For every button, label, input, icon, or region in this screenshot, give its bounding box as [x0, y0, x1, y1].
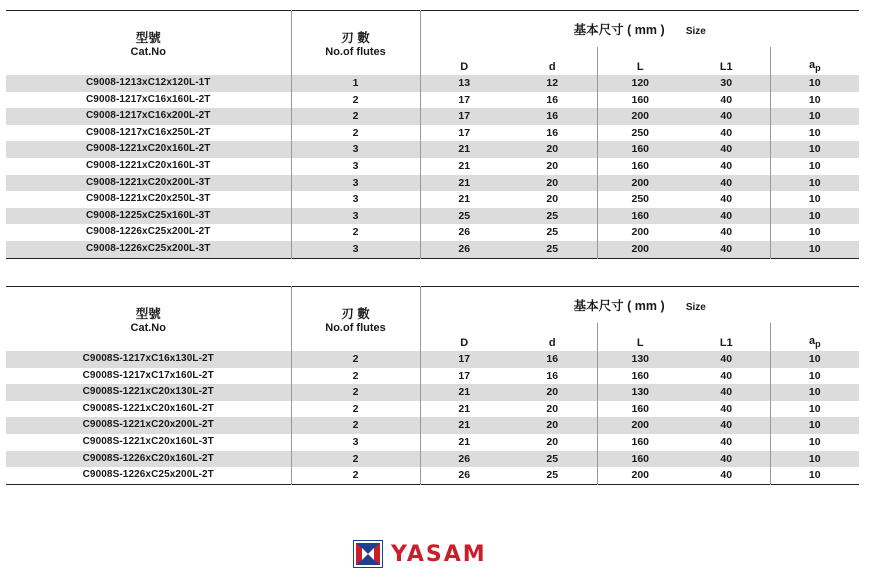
- cell-d: 21: [420, 417, 508, 434]
- model-en-label: Cat.No: [130, 46, 166, 58]
- cell-cat: C9008-1226xC25x200L-2T: [85, 226, 211, 238]
- cell-cat: C9008S-1217xC17x160L-2T: [82, 369, 214, 381]
- cell-flutes: 2: [291, 451, 420, 468]
- cell-ap: 10: [770, 451, 859, 468]
- table-header-row: [6, 287, 859, 324]
- table-row: [6, 384, 859, 401]
- col-ap-sub: p: [815, 63, 821, 73]
- col-L-label: L: [597, 323, 683, 351]
- cell-d: 17: [420, 125, 508, 142]
- cell-ap: 10: [770, 224, 859, 241]
- col-L1-label: L1: [719, 61, 733, 73]
- table-row: [6, 191, 859, 208]
- col-D-label: D: [420, 47, 508, 75]
- cell-l: 250: [597, 191, 683, 208]
- cell-l1: 40: [720, 369, 733, 382]
- col-ap-label: [770, 47, 859, 75]
- cell-flutes: 3: [291, 158, 420, 175]
- cell-l1: 40: [720, 93, 733, 106]
- cell-cat: C9008-1213xC12x120L-1T: [6, 75, 291, 92]
- cell-ap: 10: [770, 158, 859, 175]
- table-row: [6, 158, 859, 175]
- brand-logo: [353, 538, 487, 570]
- cell-d: 25: [508, 208, 597, 225]
- cell-l1: 40: [683, 108, 770, 125]
- table-row: [6, 175, 859, 192]
- cell-cat: C9008S-1217xC16x130L-2T: [6, 351, 291, 368]
- spec-table-2: [6, 286, 859, 485]
- cell-flutes: 2: [291, 92, 420, 109]
- dims-header: [420, 287, 859, 324]
- flutes-header: [291, 11, 420, 76]
- cell-ap: 10: [770, 125, 859, 142]
- flutes-en-label: No.of flutes: [325, 46, 386, 58]
- dims-en-label: Size: [685, 302, 706, 313]
- table-row: [6, 451, 859, 468]
- cell-l: 130: [597, 351, 683, 368]
- col-d-label: d: [548, 337, 556, 349]
- cell-flutes: 2: [291, 401, 420, 418]
- yasam-logo-icon: [353, 540, 383, 568]
- col-L-label: L: [597, 47, 683, 75]
- cell-l1: 40: [720, 402, 733, 415]
- cell-d: 21: [420, 158, 508, 175]
- cell-d: 26: [420, 467, 508, 484]
- cat-header: [6, 287, 291, 352]
- cell-l: 120: [597, 75, 683, 92]
- col-L1-label: L1: [719, 337, 733, 349]
- cell-cat: C9008-1221xC20x160L-3T: [85, 159, 211, 171]
- cell-d: 16: [508, 108, 597, 125]
- cell-flutes: 2: [291, 108, 420, 125]
- col-ap-main: a: [808, 58, 816, 71]
- cell-cat: C9008-1225xC25x160L-3T: [6, 208, 291, 225]
- cell-cat: C9008S-1221xC20x200L-2T: [6, 417, 291, 434]
- cell-cat: C9008-1226xC25x200L-3T: [6, 241, 291, 258]
- cell-flutes: 1: [291, 75, 420, 92]
- flutes-cn-label: 刃 數: [341, 31, 370, 45]
- cell-l1: 40: [683, 175, 770, 192]
- cell-l: 200: [597, 175, 683, 192]
- cell-cat: C9008-1217xC16x160L-2T: [85, 93, 211, 105]
- cell-d: 20: [508, 175, 597, 192]
- cell-l1: 40: [720, 193, 733, 206]
- cell-ap: 10: [770, 208, 859, 225]
- flutes-en-label: No.of flutes: [325, 322, 386, 334]
- cell-l: 160: [597, 434, 683, 451]
- flutes-header: [291, 287, 420, 352]
- cell-d: 17: [420, 368, 508, 385]
- cell-d: 26: [420, 241, 508, 258]
- cell-d: 25: [508, 241, 597, 258]
- cell-d: 20: [508, 141, 597, 158]
- cell-ap: 10: [770, 384, 859, 401]
- table-row: [6, 75, 859, 92]
- cell-d: 16: [546, 126, 559, 139]
- cell-l1: 40: [683, 451, 770, 468]
- cell-l: 160: [597, 401, 683, 418]
- cell-d: 17: [420, 351, 508, 368]
- table-row: [6, 241, 859, 258]
- cell-d: 25: [508, 451, 597, 468]
- cell-ap: 10: [770, 417, 859, 434]
- table-header-row: [6, 11, 859, 48]
- cell-l1: 40: [683, 241, 770, 258]
- cell-ap: 10: [770, 241, 859, 258]
- cell-flutes: 2: [291, 224, 420, 241]
- cell-cat: C9008-1217xC16x250L-2T: [85, 126, 211, 138]
- cell-ap: 10: [770, 75, 859, 92]
- cell-d: 21: [420, 384, 508, 401]
- cell-cat: C9008S-1226xC20x160L-2T: [6, 451, 291, 468]
- cell-d: 20: [546, 159, 559, 172]
- model-cn-label: 型號: [135, 31, 161, 45]
- cell-ap: 10: [770, 175, 859, 192]
- model-en-label: Cat.No: [130, 322, 166, 334]
- cell-cat: C9008-1221xC20x200L-3T: [6, 175, 291, 192]
- cell-d: 13: [420, 75, 508, 92]
- cell-l: 160: [597, 451, 683, 468]
- table-row: [6, 351, 859, 368]
- dims-header: [420, 11, 859, 48]
- cell-l: 200: [597, 467, 683, 484]
- dims-en-label: Size: [685, 26, 706, 37]
- cell-flutes: 3: [291, 434, 420, 451]
- cell-ap: 10: [770, 191, 859, 208]
- cell-l: 250: [597, 125, 683, 142]
- cell-l: 160: [597, 158, 683, 175]
- cell-cat: C9008-1221xC20x250L-3T: [85, 193, 211, 205]
- cell-d: 17: [420, 92, 508, 109]
- spec-table-1: [6, 10, 859, 259]
- cell-l1: 40: [720, 435, 733, 448]
- cell-l: 160: [597, 92, 683, 109]
- cell-flutes: 2: [291, 351, 420, 368]
- cell-l1: 40: [683, 141, 770, 158]
- cell-ap: 10: [770, 401, 859, 418]
- cell-l: 200: [597, 108, 683, 125]
- cat-header: [6, 11, 291, 76]
- cell-ap: 10: [770, 92, 859, 109]
- cell-flutes: 2: [291, 384, 420, 401]
- cell-l: 160: [597, 368, 683, 385]
- cell-flutes: 3: [291, 141, 420, 158]
- table-row: [6, 224, 859, 241]
- cell-cat: C9008S-1221xC20x160L-2T: [82, 402, 214, 414]
- cell-cat: C9008S-1221xC20x130L-2T: [6, 384, 291, 401]
- cell-flutes: 2: [291, 368, 420, 385]
- table-row: [6, 467, 859, 484]
- cell-flutes: 3: [291, 175, 420, 192]
- cell-d: 25: [546, 226, 559, 239]
- cell-l1: 40: [720, 226, 733, 239]
- col-ap-sub: p: [815, 339, 821, 349]
- table-row: [6, 434, 859, 451]
- cell-d: 16: [508, 351, 597, 368]
- table-row: [6, 92, 859, 109]
- cell-l1: 40: [683, 351, 770, 368]
- table-row: [6, 368, 859, 385]
- cell-d: 12: [508, 75, 597, 92]
- table-1-body: [6, 75, 859, 258]
- cell-flutes: 3: [291, 241, 420, 258]
- dims-cn-label: 基本尺寸 ( mm ): [573, 23, 665, 37]
- cell-l: 200: [597, 241, 683, 258]
- table-row: [6, 417, 859, 434]
- col-ap-label: [770, 323, 859, 351]
- cell-d: 20: [508, 384, 597, 401]
- cell-d: 16: [546, 93, 559, 106]
- cell-l1: 40: [683, 208, 770, 225]
- cell-l: 200: [597, 224, 683, 241]
- col-D-label: D: [420, 323, 508, 351]
- cell-d: 16: [546, 369, 559, 382]
- table-2-body: [6, 351, 859, 484]
- cell-ap: 10: [770, 434, 859, 451]
- cell-l1: 40: [720, 126, 733, 139]
- cell-l1: 40: [683, 384, 770, 401]
- cell-ap: 10: [770, 108, 859, 125]
- cell-l: 160: [597, 208, 683, 225]
- cell-d: 26: [420, 224, 508, 241]
- cell-flutes: 2: [291, 417, 420, 434]
- cell-d: 20: [546, 402, 559, 415]
- table-row: [6, 401, 859, 418]
- cell-d: 25: [546, 469, 559, 482]
- table-row: [6, 208, 859, 225]
- cell-d: 21: [420, 141, 508, 158]
- cell-cat: C9008-1217xC16x200L-2T: [6, 108, 291, 125]
- cell-flutes: 2: [291, 125, 420, 142]
- cell-cat: C9008S-1226xC25x200L-2T: [82, 469, 214, 481]
- brand-name: YASAM: [391, 541, 487, 567]
- col-d-label: d: [548, 61, 556, 73]
- cell-ap: 10: [770, 351, 859, 368]
- cell-flutes: 3: [291, 208, 420, 225]
- flutes-cn-label: 刃 數: [341, 307, 370, 321]
- cell-d: 21: [420, 175, 508, 192]
- cell-flutes: 3: [291, 191, 420, 208]
- cell-flutes: 2: [291, 467, 420, 484]
- col-ap-main: a: [808, 334, 816, 347]
- model-cn-label: 型號: [135, 307, 161, 321]
- cell-ap: 10: [770, 368, 859, 385]
- cell-d: 26: [420, 451, 508, 468]
- cell-l: 200: [597, 417, 683, 434]
- table-row: [6, 125, 859, 142]
- dims-cn-label: 基本尺寸 ( mm ): [573, 299, 665, 313]
- cell-l: 160: [597, 141, 683, 158]
- cell-l1: 40: [720, 469, 733, 482]
- cell-l1: 30: [683, 75, 770, 92]
- cell-l1: 40: [683, 417, 770, 434]
- cell-ap: 10: [770, 141, 859, 158]
- cell-d: 21: [420, 434, 508, 451]
- cell-d: 21: [420, 191, 508, 208]
- table-row: [6, 108, 859, 125]
- cell-d: 20: [546, 435, 559, 448]
- cell-d: 21: [420, 401, 508, 418]
- cell-cat: C9008S-1221xC20x160L-3T: [82, 435, 214, 447]
- table-row: [6, 141, 859, 158]
- cell-d: 17: [420, 108, 508, 125]
- cell-ap: 10: [770, 467, 859, 484]
- cell-cat: C9008-1221xC20x160L-2T: [6, 141, 291, 158]
- cell-l1: 40: [720, 159, 733, 172]
- cell-d: 25: [420, 208, 508, 225]
- cell-d: 20: [546, 193, 559, 206]
- cell-d: 20: [508, 417, 597, 434]
- cell-l: 130: [597, 384, 683, 401]
